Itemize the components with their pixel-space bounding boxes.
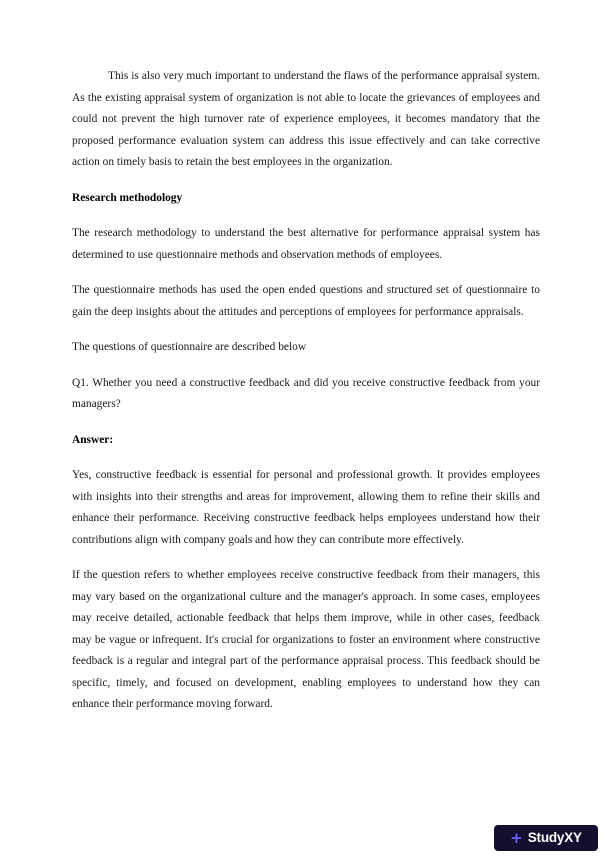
studyxy-watermark <box>494 825 598 851</box>
paragraph-answer-2: If the question refers to whether employees receive constructive feedback from their managers, this may vary based on the organizational culture and the manager's approach. In some cases, employees may receive detailed, actionable feedback that helps them improve, while in other cases, feedback may be vague or infrequent. It's crucial for organizations to foster an environment where constructive feedback is a regular and integral part of the performance appraisal process. This feedback should be specific, timely, and focused on development, enabling employees to understand how they can enhance their performance moving forward. <box>72 569 540 710</box>
paragraph-questions-lead: The questions of questionnaire are described below <box>72 341 307 353</box>
heading-research-methodology: Research methodology <box>72 191 183 204</box>
paragraph-intro: This is also very much important to understand the flaws of the performance appraisal system. As the existing appraisal system of organization is not able to locate the grievances of employees and could not prevent the high turnover rate of experience employees, it becomes mandatory that the proposed performance evaluation system can address this issue effectively and can take corrective action on timely basis to retain the best employees in the organization. <box>72 70 540 168</box>
spacer <box>72 451 540 465</box>
watermark-brand-label: StudyXY <box>527 830 582 846</box>
spacer <box>72 551 540 565</box>
spacer <box>72 416 540 430</box>
spacer <box>72 266 540 280</box>
paragraph-question-1: Q1. Whether you need a constructive feedback and did you receive constructive feedback from your managers? <box>72 376 540 410</box>
paragraph-questionnaire-methods: The questionnaire methods has used the open ended questions and structured set of questionnaire to gain the deep insights about the attitudes and perceptions of employees for performance appraisals. <box>72 284 540 318</box>
heading-answer: Answer: <box>72 433 114 446</box>
document-body <box>72 66 540 716</box>
spacer <box>72 359 540 373</box>
spacer <box>72 323 540 337</box>
spacer <box>72 209 540 223</box>
spacer <box>72 174 540 188</box>
plus-icon: + <box>510 828 523 847</box>
paragraph-methodology-intro: The research methodology to understand the best alternative for performance appraisal system has determined to use questionnaire methods and observation methods of employees. <box>72 227 540 261</box>
paragraph-answer-1: Yes, constructive feedback is essential for personal and professional growth. It provides employees with insights into their strengths and areas for improvement, allowing them to refine their skills and enhance their performance. Receiving constructive feedback helps employees understand how their contributions align with company goals and how they can contribute more effectively. <box>72 469 540 546</box>
